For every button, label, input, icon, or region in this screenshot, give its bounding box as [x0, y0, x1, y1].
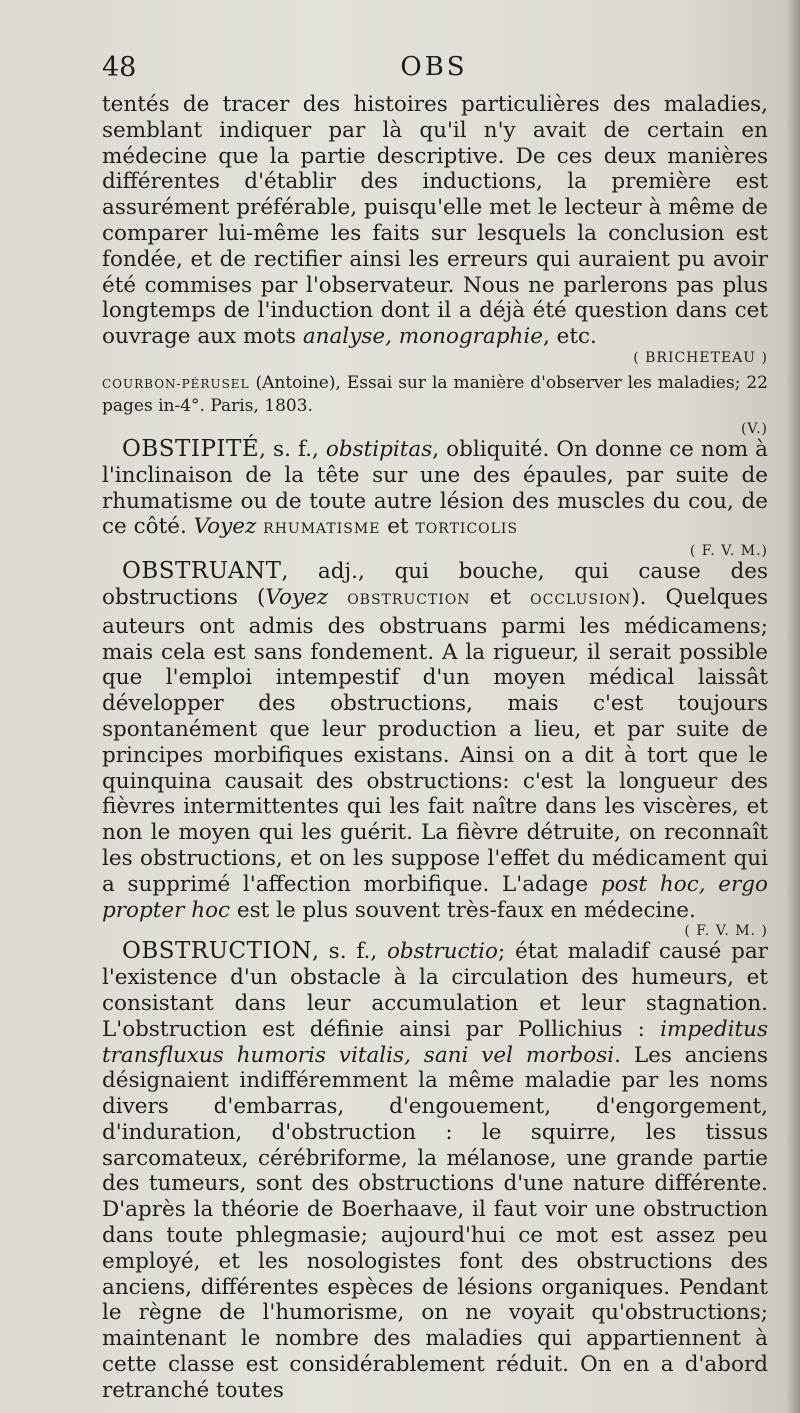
paragraph-induction-end: [102, 92, 768, 350]
bib-text: (Antoine), Essai sur la manière d'observer les maladies; 22 pages in-4°. Paris, 1803.: [102, 372, 768, 416]
cross-reference: TORTICOLIS: [415, 521, 519, 538]
entry-obstruction: [102, 939, 768, 1403]
text-run: , adj., qui bouche, qui cause des obstructions (: [102, 559, 768, 610]
text-run: ). Quelques auteurs ont admis des obstruans parmi les médicamens; mais cela est sans fondement. A la rigueur, il serait possible que l'emploi intempestif d'un moyen médical laissât développer des obstructions, mais c'est toujours spontanément que leur production a lieu, et par suite de principes morbifiques existans. Ainsi on a dit à tort que le quinquina causait des obstructions: c'est la longueur des fièvres intermittentes qui les fait naître dans les viscères, et non le moyen qui les guérit. La fièvre détruite, on reconnaît les obstructions, et on les suppose l'effet du médicament qui a supprimé l'affection morbifique. L'adage: [102, 584, 768, 897]
italic-run: Voyez: [265, 584, 329, 610]
author-signature: ( BRICHETEAU ): [633, 349, 768, 366]
entry-headword: OBSTRUANT: [122, 558, 282, 585]
italic-run: obstructio: [386, 939, 498, 965]
page-number: 48: [102, 52, 137, 83]
author-signature: ( F. V. M. ): [684, 923, 768, 940]
cross-reference: OBSTRUCTION: [347, 591, 471, 608]
text-run: tentés de tracer des histoires particulières des maladies, semblant indiquer par là qu'il n'y avait de certain en médecine que la partie descriptive. De ces deux manières différentes d'établir des inductions, la première est assurément préférable, puisqu'elle met le lecteur à même de comparer lui-même les faits sur lesquels la conclusion est fondée, et de rectifier ainsi les erreurs qui auraient pu avoir été commises par l'observateur. Nous ne parlerons pas plus longtemps de l'induction dont il a déjà été question dans cet ouvrage aux mots: [102, 92, 768, 350]
text-run: est le plus souvent très-faux en médecine.: [230, 897, 696, 923]
text-run: . Les anciens désignaient indifféremment la même maladie par les noms divers d'embarras, d'engouement, d'engorgement, d'induration, d'obstruction : le squirre, les tissus sarcomateux, cérébriforme, la mélanose, une grande partie des tumeurs, sont des obstructions d'une nature différente. D'après la théorie de Boerhaave, il faut voir une obstruction dans toute phlegmasie; aujourd'hui ce mot est assez peu employé, et les nosologistes font des obstructions des anciens, différentes espèces de lésions organiques. Pendant le règne de l'humorisme, on ne voyait qu'obstructions; maintenant le nombre des maladies qui appartiennent à cette classe est considérablement réduit. On en a d'abord retranché toutes: [102, 1042, 768, 1403]
author-signature: ( F. V. M.): [689, 543, 768, 560]
text-run: et: [470, 584, 531, 610]
page-edge-shadow: [786, 0, 800, 1413]
entry-obstipite: [102, 437, 768, 543]
italic-run: analyse, monographie: [302, 324, 543, 350]
entry-headword: OBSTIPITÉ: [122, 435, 260, 462]
bib-author: COURBON-PÉRUSEL: [102, 376, 250, 391]
italic-run: impeditus transfluxus humoris vitalis, sani vel morbosi: [102, 1016, 768, 1068]
entry-headword: OBSTRUCTION: [122, 938, 313, 965]
cross-reference: RHUMATISME: [263, 521, 381, 538]
italic-run: Voyez: [193, 514, 257, 540]
text-body: [102, 92, 768, 1404]
running-head: OBS: [400, 52, 468, 82]
bib-signature: (V.): [740, 420, 768, 437]
page-header: [102, 52, 766, 92]
bibliography-entry: [102, 372, 768, 417]
text-run: , s. f.,: [259, 436, 326, 462]
text-run: , s. f.,: [312, 939, 387, 965]
text-run: , obliquité. On donne ce nom à l'inclinaison de la tête sur une des épaules, par suite de rhumatisme ou de toute autre lésion des muscles du cou, de ce côté.: [102, 436, 768, 540]
text-run: , etc.: [542, 324, 597, 350]
entry-obstruant: [102, 559, 768, 923]
italic-run: obstipitas: [325, 436, 433, 462]
cross-reference: OCCLUSION: [530, 591, 632, 608]
italic-run: post hoc, ergo propter hoc: [102, 871, 768, 923]
text-run: et: [380, 514, 416, 540]
text-run: ; état maladif causé par l'existence d'un obstacle à la circulation des humeurs, et consistant dans leur accumulation et leur stagnation. L'obstruction est définie ainsi par Pollichius :: [102, 939, 768, 1042]
